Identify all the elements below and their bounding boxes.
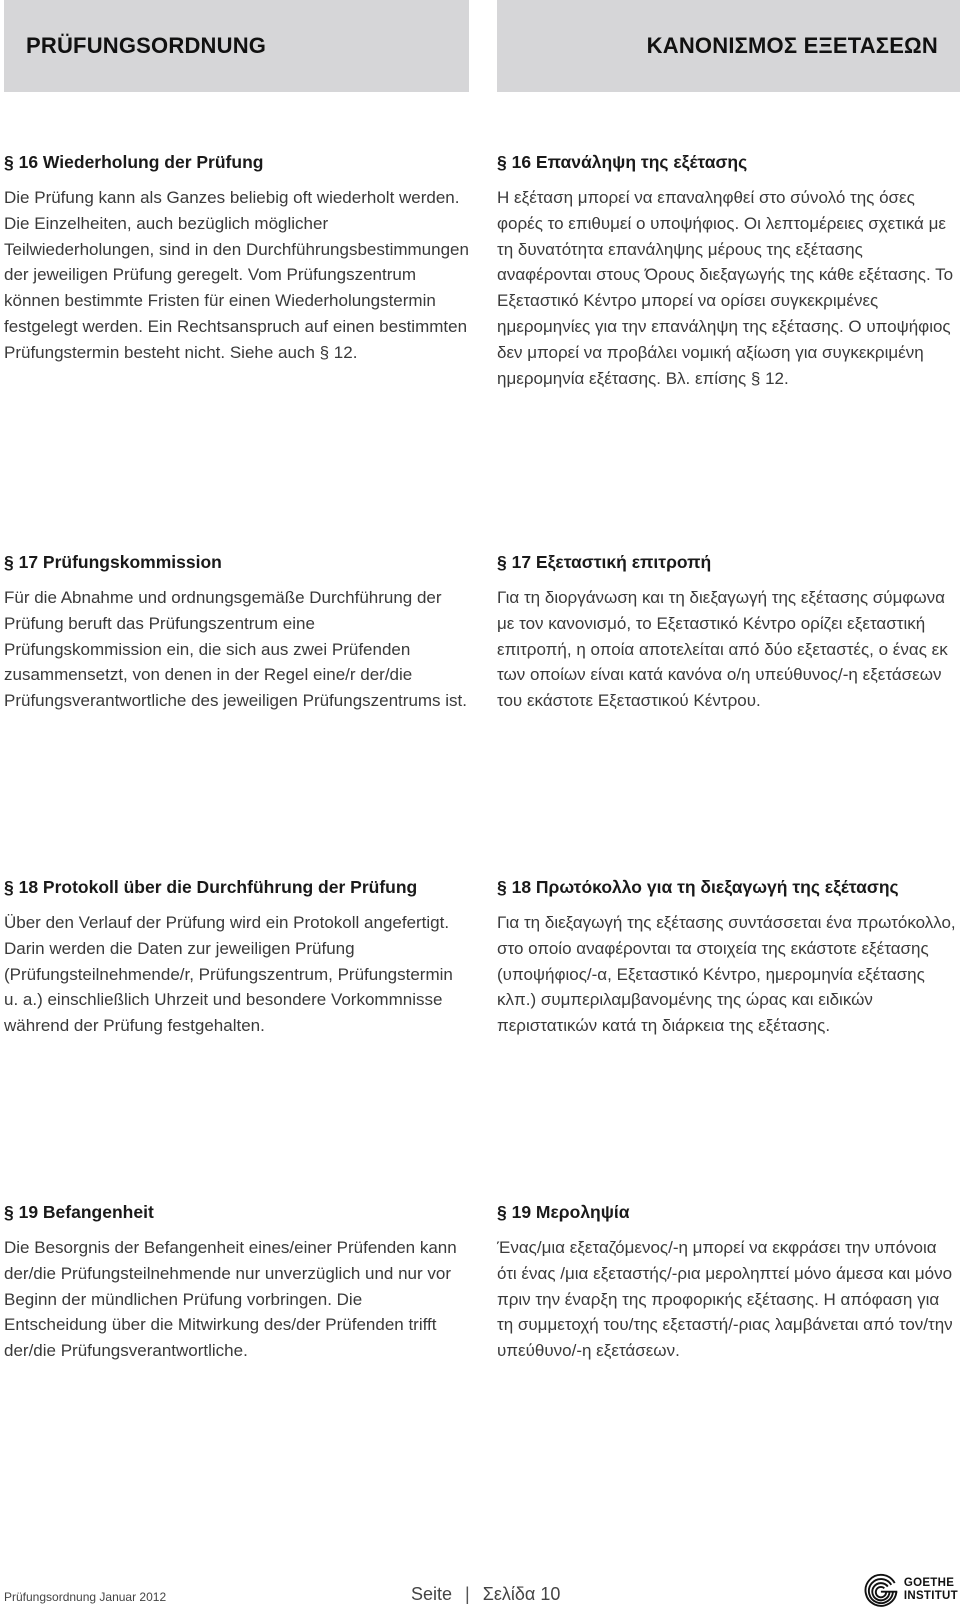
section-body: Die Prüfung kann als Ganzes beliebig oft wiederholt werden. Die Einzelheiten, auch bezüglich möglicher Teilwiederholungen, sind in den Durchführungsbestimmungen der jeweiligen Prüfung geregelt. Vom Prüfungszentrum können bestimmte Fristen für einen Wiederholungstermin festgelegt werden. Ein Rechtsanspruch auf einen bestimmten Prüfungstermin besteht nicht. Siehe auch § 12. — [4, 188, 469, 362]
section-body: Ένας/μια εξεταζόμενος/-η μπορεί να εκφράσει την υπόνοια ότι ένας /μια εξεταστής/-ρια μεροληπτεί μόνο άμεσα και μόνο πριν την έναρξη της προφορικής εξέτασης. Η απόφαση για τη συμμετοχή του/της εξεταστή/-ριας λαμβάνεται από τον/την υπεύθυνο/-η εξετάσεων. — [497, 1238, 953, 1361]
section-18-el — [497, 876, 960, 1039]
section-16-el — [497, 151, 960, 391]
page-label-de: Seite — [411, 1584, 453, 1604]
section-17-de — [4, 551, 469, 714]
footer-page-number — [411, 1584, 560, 1605]
section-18-de — [4, 876, 469, 1039]
section-body: Für die Abnahme und ordnungsgemäße Durchführung der Prüfung beruft das Prüfungszentrum eine Prüfungskommission ein, die sich aus zwei Prüfenden zusammensetzt, von denen in der Regel eine/r der/die Prüfungsverantwortliche des jeweiligen Prüfungszentrums ist. — [4, 588, 468, 711]
section-title: § 16 Επανάληψη της εξέτασης — [497, 152, 748, 172]
section-16-de — [4, 151, 469, 366]
header-title-de: PRÜFUNGSORDNUNG — [26, 33, 267, 58]
section-title: § 19 Μεροληψία — [497, 1202, 630, 1222]
page-label-el: Σελίδα 10 — [482, 1584, 561, 1604]
section-19-de — [4, 1201, 469, 1364]
section-19-el — [497, 1201, 960, 1364]
header-left — [4, 0, 469, 92]
section-title: § 18 Πρωτόκολλο για τη διεξαγωγή της εξέτασης — [497, 877, 899, 897]
logo-line-1: GOETHE — [903, 1577, 955, 1589]
section-body: Über den Verlauf der Prüfung wird ein Protokoll angefertigt. Darin werden die Daten zur jeweiligen Prüfung (Prüfungsteilnehmende/r, Prüfungszentrum, Prüfungstermin u. a.) einschließlich Uhrzeit und besondere Vorkommnisse während der Prüfung festgehalten. — [4, 913, 453, 1036]
section-title: § 17 Εξεταστική επιτροπή — [497, 552, 712, 572]
section-17-el — [497, 551, 960, 714]
section-body: Για τη διεξαγωγή της εξέτασης συντάσσεται ένα πρωτόκολλο, στο οποίο αναφέρονται τα στοιχεία της εκάστοτε εξέτασης (υποψήφιος/-α, Εξεταστικό Κέντρο, ημερομηνία εξέτασης κλπ.) συμπεριλαμβανομένης της ώρας και ειδικών περιστατικών κατά τη διάρκεια της εξέτασης. — [497, 913, 956, 1036]
section-body: Για τη διοργάνωση και τη διεξαγωγή της εξέτασης σύμφωνα με τον κανονισμό, το Εξεταστικό Κέντρο ορίζει εξεταστική επιτροπή, η οποία αποτελείται από δύο εξεταστές, ο ένας εκ των οποίων είναι κατά κανόνα ο/η υπεύθυνος/-η εξετάσεων του εκάστοτε Εξεταστικού Κέντρου. — [497, 588, 948, 711]
section-body: Die Besorgnis der Befangenheit eines/einer Prüfenden kann der/die Prüfungsteilnehmende nur unverzüglich und nur vor Beginn der mündlichen Prüfung vorbringen. Die Entscheidung über die Mitwirkung des/der Prüfenden trifft der/die Prüfungsverantwortliche. — [4, 1238, 457, 1361]
header-title-el: ΚΑΝΟΝΙΣΜΟΣ ΕΞΕΤΑΣΕΩΝ — [646, 33, 938, 58]
header-right — [497, 0, 960, 92]
goethe-institut-logo — [862, 1566, 958, 1614]
section-title: § 18 Protokoll über die Durchführung der Prüfung — [4, 877, 418, 897]
goethe-logo-icon — [862, 1568, 900, 1612]
logo-line-2: INSTITUT — [903, 1590, 958, 1602]
page-separator: | — [465, 1584, 470, 1604]
footer-document-info: Prüfungsordnung Januar 2012 — [4, 1590, 167, 1604]
section-body: Η εξέταση μπορεί να επαναληφθεί στο σύνολό της όσες φορές το επιθυμεί ο υποψήφιος. Οι λεπτομέρειες σχετικά με τη δυνατότητα επανάληψης μέρους της εξέτασης αναφέρονται στους Όρους διεξαγωγής της κάθε εξέτασης. Το Εξεταστικό Κέντρο μπορεί να ορίσει συγκεκριμένες ημερομηνίες για την επανάληψη της εξέτασης. Ο υποψήφιος δεν μπορεί να προβάλει νομική αξίωση για συγκεκριμένη ημερομηνία εξέτασης. Βλ. επίσης § 12. — [497, 188, 954, 388]
section-title: § 17 Prüfungskommission — [4, 552, 222, 572]
section-title: § 19 Befangenheit — [4, 1202, 154, 1222]
section-title: § 16 Wiederholung der Prüfung — [4, 152, 264, 172]
